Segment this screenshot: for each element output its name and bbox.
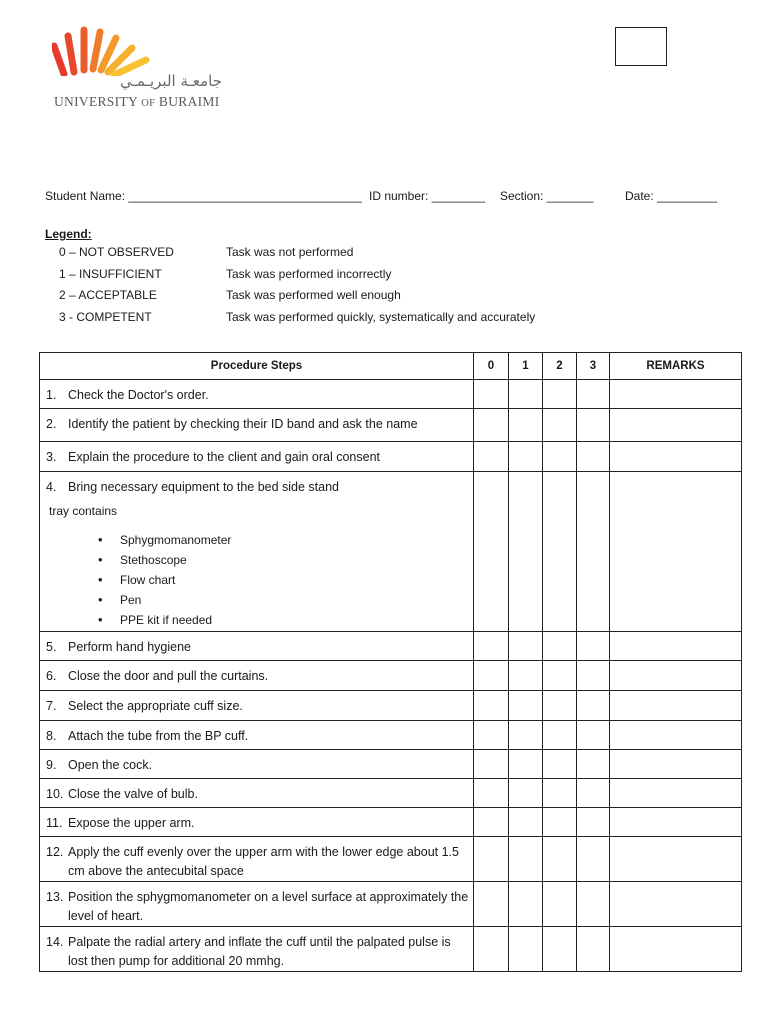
score-2-cell[interactable]	[543, 721, 577, 750]
score-3-cell[interactable]	[577, 661, 610, 691]
step-cell	[40, 927, 474, 972]
step-text: Identify the patient by checking their ID band and ask the name	[68, 417, 418, 431]
score-1-cell[interactable]	[509, 409, 543, 442]
remarks-cell[interactable]	[610, 779, 742, 808]
score-0-cell[interactable]	[474, 779, 509, 808]
legend-desc: Task was performed well enough	[226, 288, 401, 303]
score-2-cell[interactable]	[543, 632, 577, 661]
score-3-cell[interactable]	[577, 808, 610, 837]
step-text: Palpate the radial artery and inflate the cuff until the palpated pulse is lost then pump for additional 20 mmhg.	[68, 935, 451, 968]
header-score-3: 3	[577, 353, 610, 380]
remarks-cell[interactable]	[610, 691, 742, 721]
list-item: • Sphygmomanometer	[120, 531, 473, 551]
remarks-cell[interactable]	[610, 409, 742, 442]
score-0-cell[interactable]	[474, 472, 509, 632]
table-row	[40, 927, 742, 972]
student-info-row	[45, 189, 735, 205]
step-number: 13.	[46, 890, 64, 904]
legend-row	[45, 267, 605, 289]
score-1-cell[interactable]	[509, 808, 543, 837]
legend-desc: Task was performed quickly, systematically and accurately	[226, 310, 536, 325]
remarks-cell[interactable]	[610, 442, 742, 472]
logo-latin-text	[54, 94, 220, 110]
legend-code: 0 – NOT OBSERVED	[59, 245, 174, 259]
step-number: 1.	[46, 388, 57, 402]
section-field: Section: _______	[500, 189, 594, 203]
score-1-cell[interactable]	[509, 632, 543, 661]
score-3-cell[interactable]	[577, 632, 610, 661]
list-item: • Stethoscope	[120, 551, 473, 571]
score-0-cell[interactable]	[474, 927, 509, 972]
score-1-cell[interactable]	[509, 779, 543, 808]
step-text: Bring necessary equipment to the bed side stand	[68, 480, 340, 494]
table-row	[40, 632, 742, 661]
score-0-cell[interactable]	[474, 750, 509, 779]
score-2-cell[interactable]	[543, 882, 577, 927]
sunburst-logo-icon	[52, 24, 162, 76]
score-2-cell[interactable]	[543, 661, 577, 691]
page-number-box	[615, 27, 667, 66]
step-cell	[40, 750, 474, 779]
score-2-cell[interactable]	[543, 472, 577, 632]
step-text: Check the Doctor's order.	[68, 388, 209, 402]
step-text: Open the cock.	[68, 758, 153, 772]
legend-code: 2 – ACCEPTABLE	[59, 288, 157, 303]
step-cell	[40, 661, 474, 691]
score-3-cell[interactable]	[577, 380, 610, 409]
step-number: 2.	[46, 417, 57, 431]
score-2-cell[interactable]	[543, 409, 577, 442]
step-cell	[40, 442, 474, 472]
step-cell	[40, 721, 474, 750]
table-row	[40, 882, 742, 927]
step-number: 3.	[46, 450, 57, 464]
legend-row	[45, 310, 605, 332]
score-2-cell[interactable]	[543, 779, 577, 808]
step-text: Position the sphygmomanometer on a level surface at approximately the level of heart.	[68, 890, 469, 923]
step-cell	[40, 808, 474, 837]
step-text: Explain the procedure to the client and gain oral consent	[68, 450, 381, 464]
table-row	[40, 837, 742, 882]
score-2-cell[interactable]	[543, 442, 577, 472]
legend-desc: Task was not performed	[226, 245, 354, 259]
table-row	[40, 750, 742, 779]
score-1-cell[interactable]	[509, 882, 543, 927]
score-3-cell[interactable]	[577, 409, 610, 442]
table-row	[40, 380, 742, 409]
list-item: • Pen	[120, 591, 473, 611]
score-2-cell[interactable]	[543, 750, 577, 779]
step-text: Close the door and pull the curtains.	[68, 669, 269, 683]
step-number: 6.	[46, 669, 57, 683]
remarks-cell[interactable]	[610, 661, 742, 691]
score-3-cell[interactable]	[577, 721, 610, 750]
remarks-cell[interactable]	[610, 472, 742, 632]
score-2-cell[interactable]	[543, 927, 577, 972]
score-1-cell[interactable]	[509, 442, 543, 472]
logo-word-buraimi: BURAIMI	[158, 94, 220, 109]
score-0-cell[interactable]	[474, 409, 509, 442]
table-row	[40, 472, 742, 632]
score-3-cell[interactable]	[577, 691, 610, 721]
legend-row	[45, 288, 605, 310]
remarks-cell[interactable]	[610, 927, 742, 972]
step-cell	[40, 779, 474, 808]
score-3-cell[interactable]	[577, 750, 610, 779]
remarks-cell[interactable]	[610, 721, 742, 750]
step-cell	[40, 409, 474, 442]
university-logo	[52, 24, 242, 116]
table-header-row	[40, 353, 742, 380]
step-text: Select the appropriate cuff size.	[68, 699, 243, 713]
header-score-0: 0	[474, 353, 509, 380]
remarks-cell[interactable]	[610, 750, 742, 779]
step-number: 8.	[46, 729, 57, 743]
score-0-cell[interactable]	[474, 380, 509, 409]
step-cell	[40, 691, 474, 721]
score-1-cell[interactable]	[509, 721, 543, 750]
tray-contains-label: tray contains	[49, 504, 118, 518]
step-text: Apply the cuff evenly over the upper arm with the lower edge about 1.5 cm above the antecubital space	[68, 845, 459, 878]
step-cell	[40, 380, 474, 409]
remarks-cell[interactable]	[610, 837, 742, 882]
score-3-cell[interactable]	[577, 927, 610, 972]
score-1-cell[interactable]	[509, 837, 543, 882]
header-remarks: REMARKS	[610, 353, 742, 380]
legend-code: 1 – INSUFFICIENT	[59, 266, 162, 281]
score-2-cell[interactable]	[543, 808, 577, 837]
score-2-cell[interactable]	[543, 691, 577, 721]
score-0-cell[interactable]	[474, 721, 509, 750]
step-cell	[40, 882, 474, 927]
logo-word-university: UNIVERSITY	[54, 94, 138, 109]
step-cell	[40, 632, 474, 661]
remarks-cell[interactable]	[610, 808, 742, 837]
score-1-cell[interactable]	[509, 750, 543, 779]
table-row	[40, 691, 742, 721]
score-0-cell[interactable]	[474, 882, 509, 927]
step-number: 14.	[46, 935, 64, 949]
table-row	[40, 409, 742, 442]
score-3-cell[interactable]	[577, 779, 610, 808]
score-2-cell[interactable]	[543, 837, 577, 882]
legend-code: 3 - COMPETENT	[59, 310, 152, 325]
score-3-cell[interactable]	[577, 837, 610, 882]
equipment-list	[40, 531, 473, 631]
step-number: 11.	[46, 816, 63, 830]
procedure-checklist-table	[39, 352, 742, 972]
step-cell	[40, 837, 474, 882]
legend-row	[45, 245, 605, 267]
table-row	[40, 808, 742, 837]
list-item: • Flow chart	[120, 571, 473, 591]
table-row	[40, 661, 742, 691]
step-number: 5.	[46, 640, 57, 654]
remarks-cell[interactable]	[610, 882, 742, 927]
step-number: 12.	[46, 845, 64, 859]
remarks-cell[interactable]	[610, 632, 742, 661]
step-text: Expose the upper arm.	[68, 816, 195, 830]
score-3-cell[interactable]	[577, 442, 610, 472]
list-item: • PPE kit if needed	[120, 611, 473, 631]
table-row	[40, 442, 742, 472]
remarks-cell[interactable]	[610, 380, 742, 409]
header-score-2: 2	[543, 353, 577, 380]
step-cell	[40, 472, 474, 632]
header-score-1: 1	[509, 353, 543, 380]
date-field: Date: _________	[625, 189, 718, 203]
step-text: Attach the tube from the BP cuff.	[68, 729, 249, 743]
score-0-cell[interactable]	[474, 442, 509, 472]
logo-arabic-text: جامعـة البريـمـي	[120, 72, 222, 90]
score-0-cell[interactable]	[474, 837, 509, 882]
table-row	[40, 721, 742, 750]
legend-desc: Task was performed incorrectly	[226, 266, 392, 281]
step-number: 7.	[46, 699, 57, 713]
table-row	[40, 779, 742, 808]
score-3-cell[interactable]	[577, 882, 610, 927]
score-0-cell[interactable]	[474, 661, 509, 691]
student-name-field: Student Name: ___________________________________	[45, 189, 362, 203]
score-1-cell[interactable]	[509, 927, 543, 972]
step-number: 10.	[46, 787, 64, 801]
score-1-cell[interactable]	[509, 661, 543, 691]
step-number: 4.	[46, 480, 57, 494]
score-3-cell[interactable]	[577, 472, 610, 632]
score-1-cell[interactable]	[509, 691, 543, 721]
id-number-field: ID number: ________	[369, 189, 486, 203]
score-2-cell[interactable]	[543, 380, 577, 409]
score-0-cell[interactable]	[474, 632, 509, 661]
score-0-cell[interactable]	[474, 808, 509, 837]
score-0-cell[interactable]	[474, 691, 509, 721]
step-text: Close the valve of bulb.	[68, 787, 198, 801]
step-text: Perform hand hygiene	[68, 640, 191, 654]
legend-title: Legend:	[45, 227, 92, 241]
logo-word-of: OF	[141, 98, 156, 109]
header-procedure-steps: Procedure Steps	[40, 353, 474, 380]
score-1-cell[interactable]	[509, 380, 543, 409]
step-number: 9.	[46, 758, 57, 772]
score-1-cell[interactable]	[509, 472, 543, 632]
legend	[45, 227, 605, 332]
